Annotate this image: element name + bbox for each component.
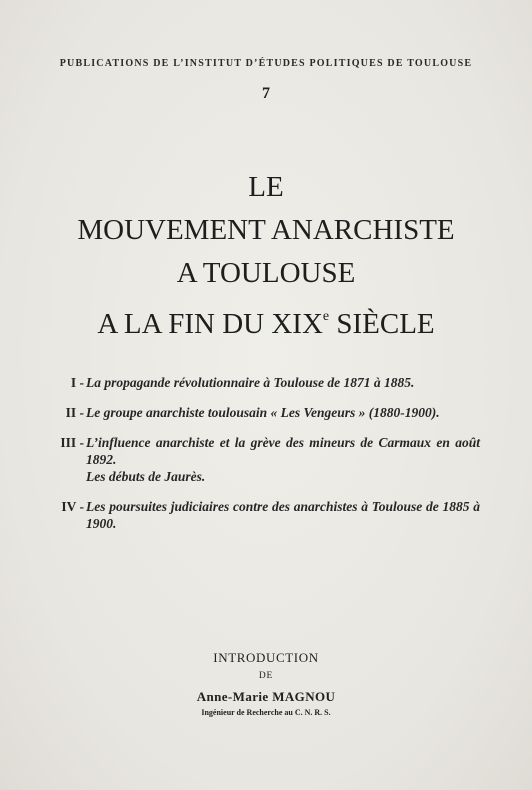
title-line-4-end: SIÈCLE: [329, 308, 435, 340]
title-superscript: e: [322, 309, 330, 324]
volume-number: 7: [262, 85, 270, 102]
part-number: IV -: [61, 499, 84, 514]
part-title: La propagande révolutionnaire à Toulouse de 1871 à 1885.: [86, 375, 415, 390]
part-number: III -: [60, 435, 84, 450]
title-line-4-main: A LA FIN DU XIX: [97, 308, 323, 340]
part-number: I -: [70, 375, 84, 390]
book-title: [0, 166, 532, 346]
part-item: [50, 498, 480, 532]
part-item: [50, 434, 480, 485]
parts-list: [50, 374, 480, 545]
part-item: [50, 404, 480, 421]
title-line-3: A TOULOUSE: [176, 257, 356, 289]
part-number: II -: [65, 405, 84, 420]
part-title: Le groupe anarchiste toulousain « Les Vengeurs » (1880-1900).: [86, 405, 440, 420]
title-line-4: [0, 295, 532, 346]
part-title: Les poursuites judiciaires contre des anarchistes à Toulouse de 1885 à 1900.: [86, 499, 480, 531]
series-heading: PUBLICATIONS DE L’INSTITUT D’ÉTUDES POLITIQUES DE TOULOUSE: [59, 58, 473, 69]
author-affiliation: Ingénieur de Recherche au C. N. R. S.: [201, 708, 331, 717]
by-label: DE: [258, 671, 274, 681]
title-line-1: LE: [248, 171, 284, 203]
title-line-2: MOUVEMENT ANARCHISTE: [77, 214, 455, 246]
part-title: L’influence anarchiste et la grève des mineurs de Carmaux en août 1892.: [86, 435, 480, 467]
part-subtitle: Les débuts de Jaurès.: [86, 469, 206, 484]
introduction-label: INTRODUCTION: [213, 650, 319, 665]
author-name: Anne-Marie MAGNOU: [196, 689, 336, 704]
part-item: [50, 374, 480, 391]
